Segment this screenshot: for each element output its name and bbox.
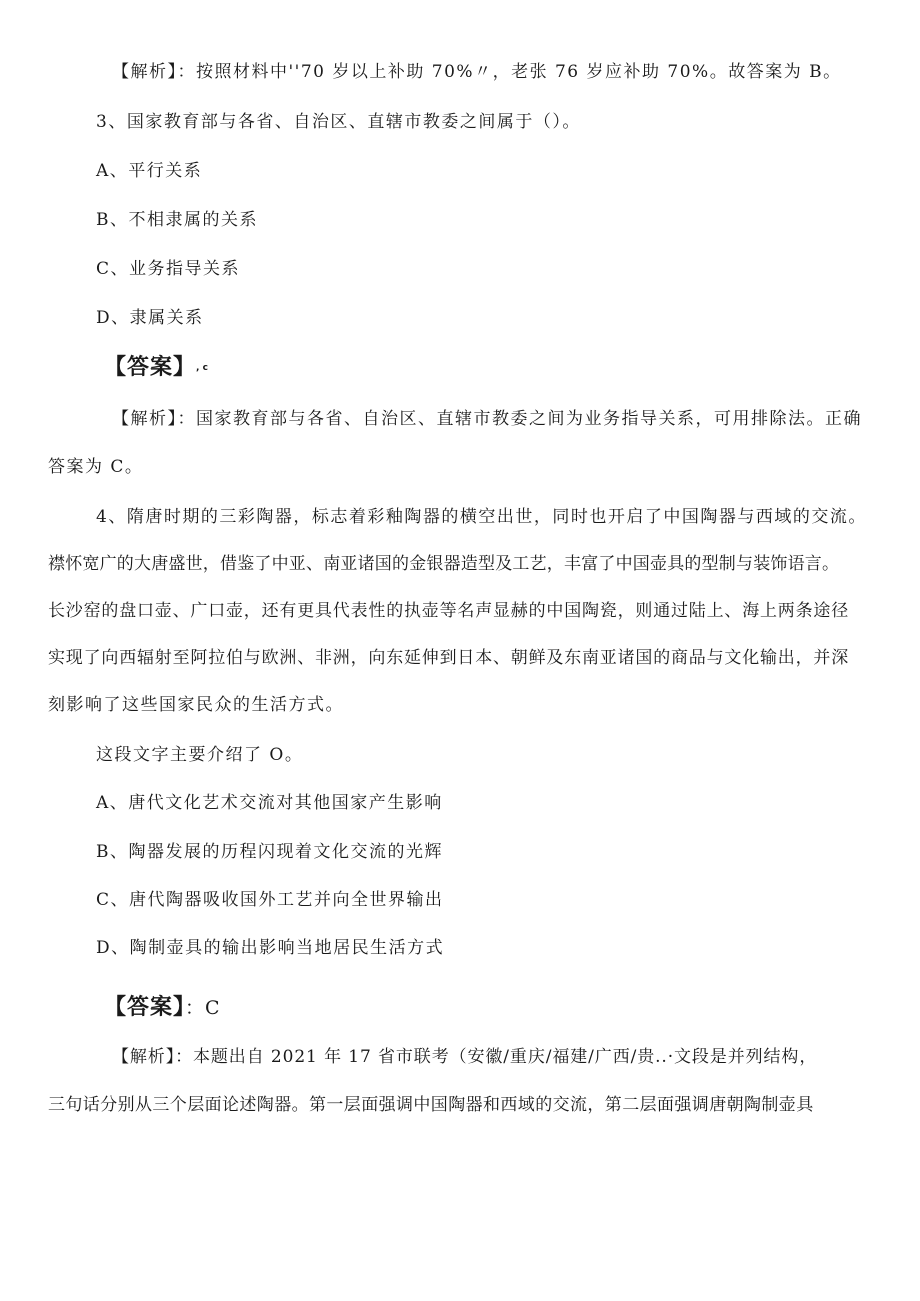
q4-stem-line1: 4、隋唐时期的三彩陶器，标志着彩釉陶器的横空出世，同时也开启了中国陶器与西域的交流。	[96, 507, 867, 527]
q2-analysis: 【解析】：按照材料中''70 岁以上补助 70%〃，老张 76 岁应补助 70%。故答案为 B。	[112, 62, 842, 82]
q4-stem-line4: 实现了向西辐射至阿拉伯与欧洲、非洲，向东延伸到日本、朝鲜及东南亚诸国的商品与文化输出，并深	[48, 648, 849, 668]
q4-stem-line5: 刻影响了这些国家民众的生活方式。	[48, 695, 344, 715]
q4-answer	[104, 996, 221, 1020]
q3-answer-label: 【答案】	[104, 355, 197, 380]
q3-option-a: A、平行关系	[96, 161, 203, 181]
q4-option-d: D、陶制壶具的输出影响当地居民生活方式	[96, 938, 445, 958]
q4-option-c: C、唐代陶器吸收国外工艺并向全世界输出	[96, 890, 444, 910]
q4-stem-line3: 长沙窑的盘口壶、广口壶，还有更具代表性的执壶等名声显赫的中国陶瓷，则通过陆上、海上两条途径	[48, 601, 849, 621]
q4-option-b: B、陶器发展的历程闪现着文化交流的光辉	[96, 842, 443, 862]
q3-option-c: C、业务指导关系	[96, 259, 241, 279]
q4-question: 这段文字主要介绍了 O。	[96, 745, 304, 765]
q3-analysis-line1: 【解析】：国家教育部与各省、自治区、直辖市教委之间为业务指导关系，可用排除法。正确	[112, 409, 862, 429]
q3-analysis-line2: 答案为 C。	[48, 457, 144, 477]
q4-analysis-line1: 【解析】：本题出自 2021 年 17 省市联考（安徽/重庆/福建/广西/贵..·文段是并列结构，	[112, 1047, 818, 1067]
q3-answer-value: , c	[196, 363, 208, 373]
q4-option-a: A、唐代文化艺术交流对其他国家产生影响	[96, 793, 443, 813]
q3-option-b: B、不相隶属的关系	[96, 210, 258, 230]
q4-answer-value: ：C	[185, 997, 221, 1019]
q4-answer-label: 【答案】	[104, 995, 186, 1020]
q3-answer	[104, 356, 208, 380]
q3-stem: 3、国家教育部与各省、自治区、直辖市教委之间属于（）。	[96, 112, 581, 132]
q4-analysis-line2: 三句话分别从三个层面论述陶器。第一层面强调中国陶器和西域的交流，第二层面强调唐朝陶制壶具	[48, 1095, 814, 1115]
q3-option-d: D、隶属关系	[96, 308, 204, 328]
q4-stem-line2: 襟怀宽广的大唐盛世，借鉴了中亚、南亚诸国的金银器造型及工艺，丰富了中国壶具的型制与装饰语言。	[48, 554, 840, 574]
